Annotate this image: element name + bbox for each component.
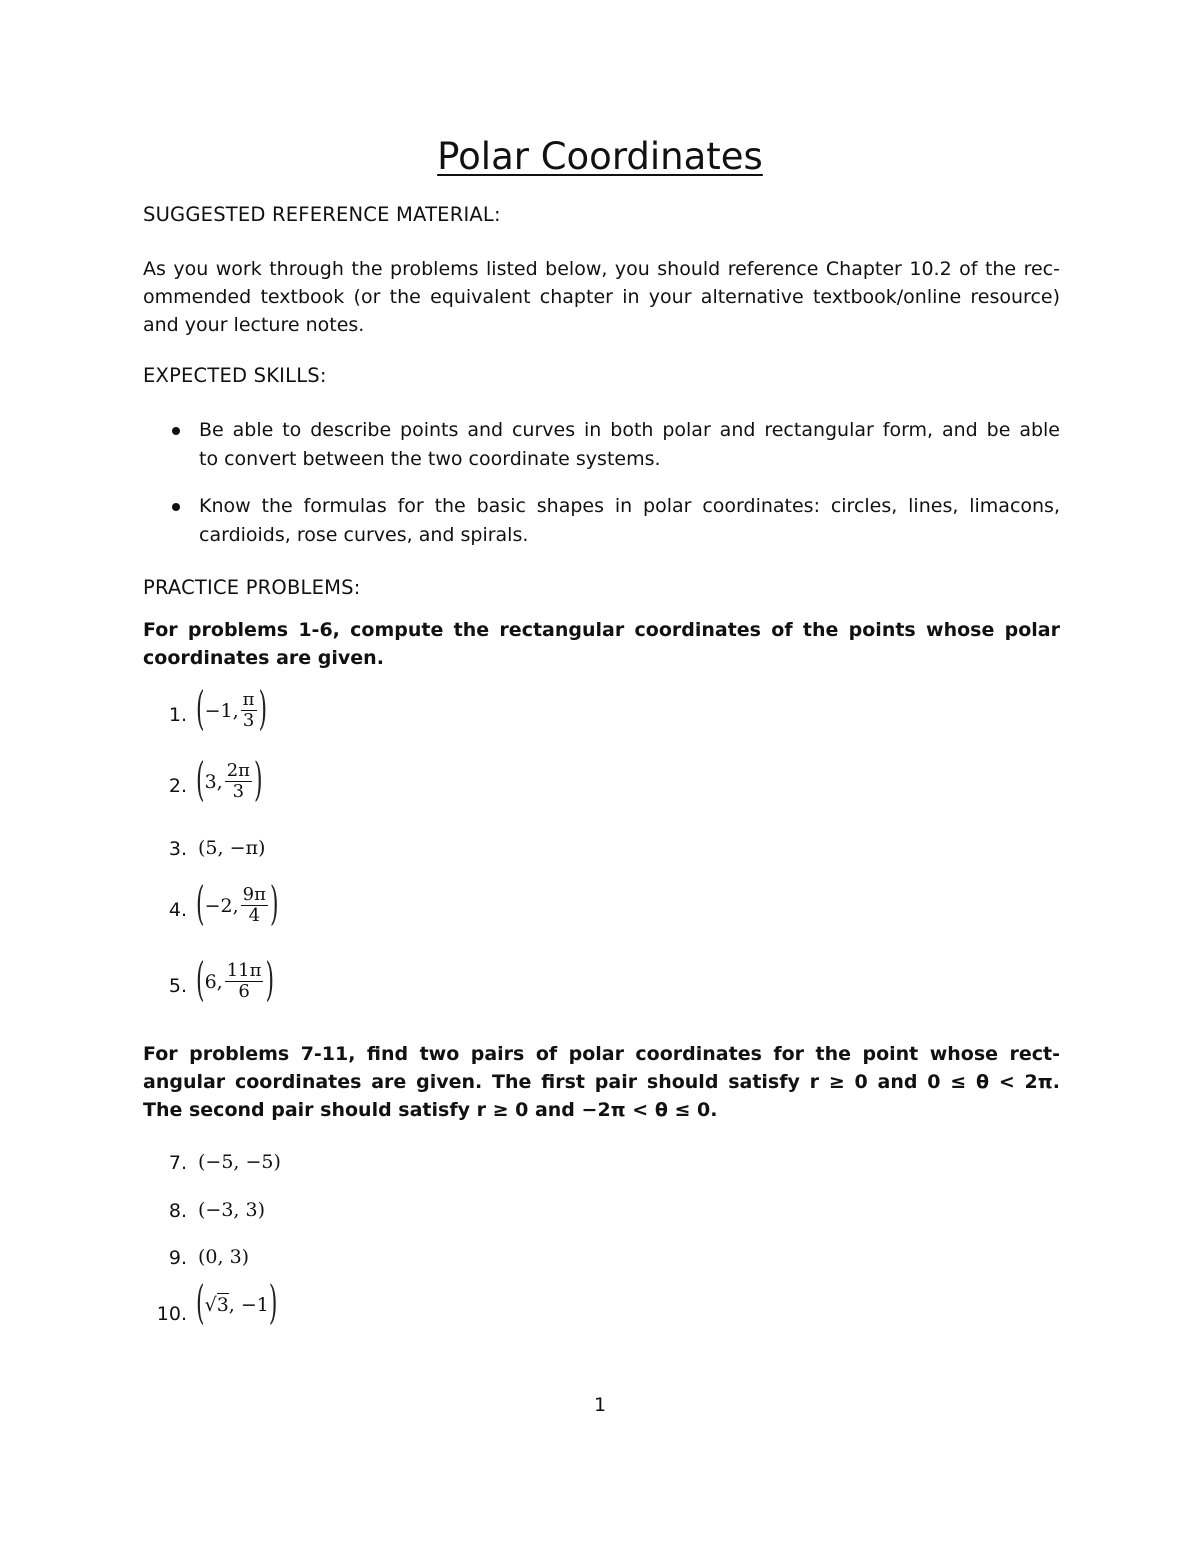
fraction (241, 690, 257, 731)
problem-number: 3. (168, 838, 187, 860)
bullet-icon (172, 427, 180, 435)
problem-5-expression: ( 6, $\frac{11\pi}{6}$ ) (196, 955, 275, 1008)
instruction-line: For problems 7-11, find two pairs of polar coordinates for the point whose rect- (143, 1043, 1060, 1065)
problem-number: 2. (168, 775, 187, 797)
instruction-line: For problems 1-6, compute the rectangular coordinates of the points whose polar (143, 619, 1060, 641)
problem-number: 4. (168, 899, 187, 921)
instruction-line: The second pair should satisfy r ≥ 0 and −2π < θ ≤ 0. (143, 1099, 718, 1121)
skill-line: cardioids, rose curves, and spirals. (199, 524, 529, 546)
skills-heading: EXPECTED SKILLS: (143, 364, 327, 387)
problem-8-expression: (−3, 3) (198, 1199, 266, 1221)
problem-number: 10. (156, 1303, 187, 1325)
instruction-2 (143, 1040, 1060, 1124)
instruction-1 (143, 616, 1060, 672)
problem-7-expression: (−5, −5) (198, 1151, 281, 1173)
fraction (241, 885, 268, 926)
skill-line: Know the formulas for the basic shapes in polar coordinates: circles, lines, limacons, (199, 495, 1060, 517)
problem-coordinate: −2, (204, 894, 239, 917)
instruction-line: coordinates are given. (143, 647, 384, 669)
fraction-denominator: 3 (241, 710, 257, 731)
fraction-numerator: 9π (242, 884, 266, 905)
problem-number: 5. (168, 975, 187, 997)
page-number: 1 (593, 1394, 607, 1416)
instruction-line: angular coordinates are given. The first pair should satisfy r ≥ 0 and 0 ≤ θ < 2π. (143, 1071, 1060, 1093)
fraction-denominator: 3 (225, 781, 252, 802)
sqrt-radicand: 3 (216, 1294, 229, 1316)
problem-2-expression: ( 3, $\frac{2\pi}{3}$ ) (196, 755, 263, 808)
skill-bullet (199, 416, 1060, 474)
problem-1-expression: ( −1, $\frac{\pi}{3}$ ) (196, 684, 268, 737)
reference-line: and your lecture notes. (143, 314, 365, 336)
fraction (225, 761, 252, 802)
page-title: Polar Coordinates (437, 135, 763, 178)
fraction-numerator: 11π (226, 960, 262, 981)
problem-3-expression: (5, −π) (198, 837, 266, 859)
fraction-denominator: 4 (241, 905, 268, 926)
problem-number: 7. (168, 1152, 187, 1174)
fraction-denominator: 6 (225, 981, 264, 1002)
bullet-icon (172, 503, 180, 511)
problem-9-expression: (0, 3) (198, 1246, 250, 1268)
fraction-numerator: 2π (226, 760, 251, 781)
skill-bullet (199, 492, 1060, 550)
problem-coordinate: , −1 (228, 1293, 269, 1316)
skill-line: to convert between the two coordinate systems. (199, 448, 661, 470)
practice-heading: PRACTICE PROBLEMS: (143, 576, 361, 599)
reference-line: As you work through the problems listed below, you should reference Chapter 10.2 of the rec- (143, 258, 1060, 280)
problem-number: 9. (168, 1247, 187, 1269)
problem-coordinate: 3, (204, 770, 223, 793)
problem-10-expression: ( √ 3 , −1 ) (196, 1278, 278, 1331)
problem-number: 1. (168, 704, 187, 726)
skill-line: Be able to describe points and curves in both polar and rectangular form, and be able (199, 419, 1060, 441)
problem-4-expression: ( −2, $\frac{9\pi}{4}$ ) (196, 879, 279, 932)
reference-line: ommended textbook (or the equivalent chapter in your alternative textbook/online resource) (143, 286, 1060, 308)
fraction (225, 961, 264, 1002)
reference-paragraph (143, 255, 1060, 339)
reference-heading: SUGGESTED REFERENCE MATERIAL: (143, 203, 501, 226)
fraction-numerator: π (242, 689, 255, 710)
problem-coordinate: −1, (204, 699, 239, 722)
sqrt-icon: √ (204, 1293, 217, 1316)
problem-coordinate: 6, (204, 970, 223, 993)
problem-number: 8. (168, 1200, 187, 1222)
